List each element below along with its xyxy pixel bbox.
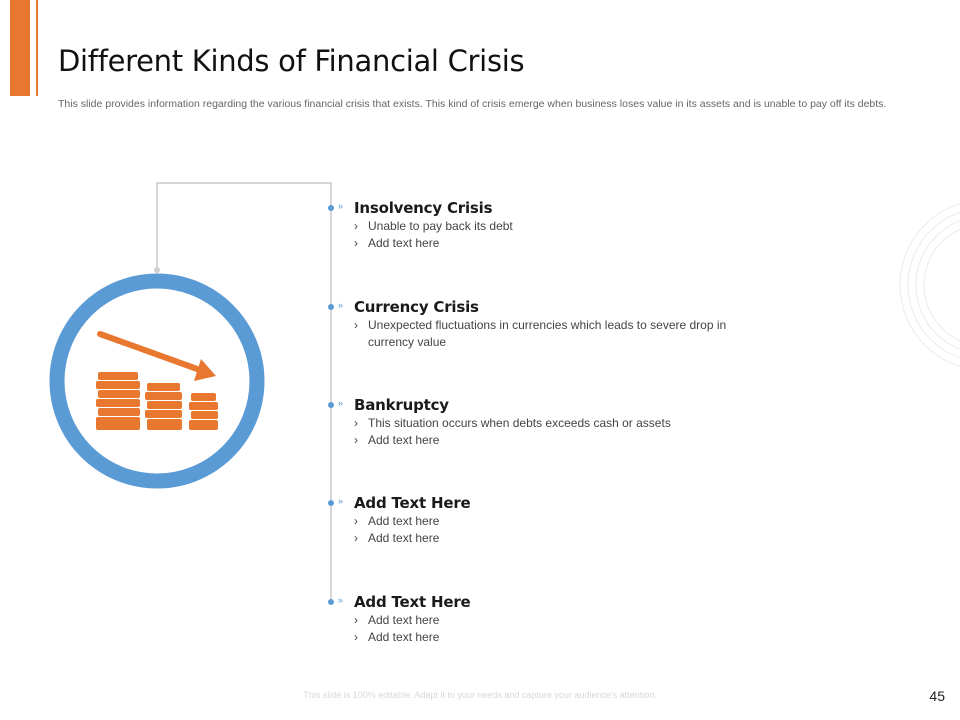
chevron-right-icon: »	[338, 496, 344, 506]
crisis-points	[354, 415, 728, 449]
crisis-heading: Add Text Here	[354, 494, 471, 512]
crisis-item	[354, 395, 728, 449]
crisis-item	[354, 493, 728, 547]
crisis-point: › Add text here	[354, 513, 728, 530]
timeline-dot	[328, 402, 334, 408]
chevron-right-icon: »	[338, 595, 344, 605]
page-number: 45	[929, 688, 945, 704]
crisis-point: › Add text here	[354, 432, 728, 449]
chevron-right-icon: »	[338, 398, 344, 408]
crisis-points	[354, 218, 728, 252]
crisis-heading: Insolvency Crisis	[354, 199, 493, 217]
crisis-points	[354, 513, 728, 547]
crisis-point: › Unexpected fluctuations in currencies which leads to severe drop in currency value	[354, 317, 728, 351]
crisis-points	[354, 612, 728, 646]
timeline-dot	[328, 500, 334, 506]
crisis-item	[354, 198, 728, 252]
crisis-point: › This situation occurs when debts exceeds cash or assets	[354, 415, 728, 432]
footer-note: This slide is 100% editable. Adapt it to your needs and capture your audience's attention.	[303, 690, 657, 700]
crisis-heading: Bankruptcy	[354, 396, 449, 414]
crisis-point: › Add text here	[354, 530, 728, 547]
timeline-dot	[328, 205, 334, 211]
crisis-heading: Add Text Here	[354, 593, 471, 611]
crisis-points	[354, 317, 728, 351]
crisis-point: › Add text here	[354, 629, 728, 646]
chevron-right-icon: »	[338, 201, 344, 211]
chevron-right-icon: »	[338, 300, 344, 310]
slide-subtitle: This slide provides information regarding the various financial crisis that exists. This kind of crisis emerge when business loses value in its assets and is unable to pay off its debts.	[58, 98, 887, 110]
crisis-point: › Add text here	[354, 612, 728, 629]
timeline-dot	[328, 599, 334, 605]
timeline-dot	[328, 304, 334, 310]
crisis-point: › Unable to pay back its debt	[354, 218, 728, 235]
slide-title: Different Kinds of Financial Crisis	[58, 44, 525, 78]
crisis-item	[354, 592, 728, 646]
crisis-point: › Add text here	[354, 235, 728, 252]
crisis-heading: Currency Crisis	[354, 298, 479, 316]
crisis-item	[354, 297, 728, 351]
